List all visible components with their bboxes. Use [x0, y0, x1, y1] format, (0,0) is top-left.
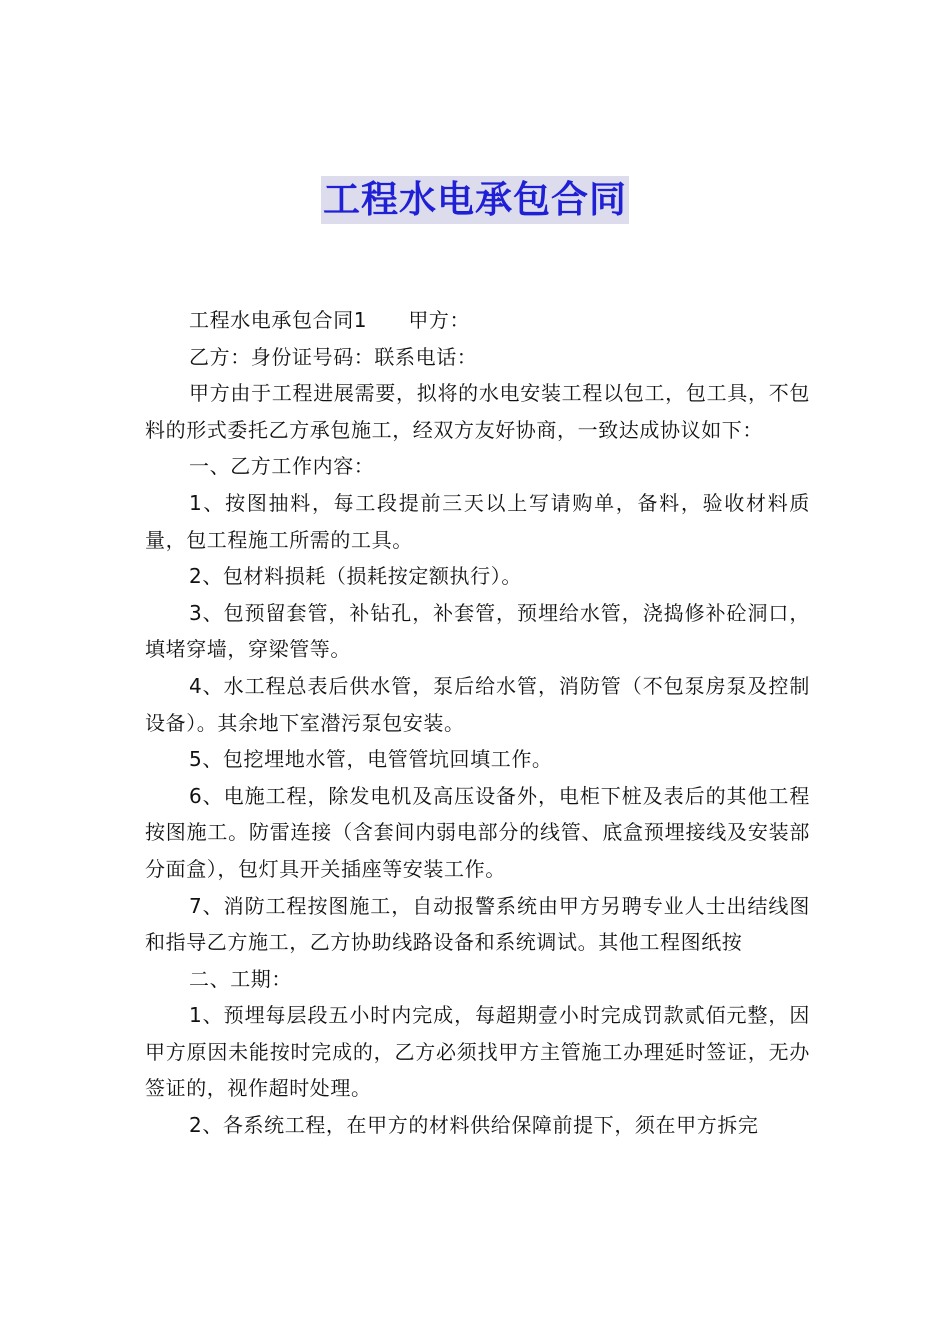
list-item-3: 3、包预留套管，补钻孔，补套管，预埋给水管，浇捣修补砼洞口，填堵穿墙，穿梁管等。 — [145, 600, 810, 662]
list-item-1: 1、按图抽料，每工段提前三天以上写请购单，备料，验收材料质量，包工程施工所需的工具。 — [145, 490, 810, 552]
list-item-6: 6、电施工程，除发电机及高压设备外，电柜下桩及表后的其他工程按图施工。防雷连接（含套间内弱电部分的线管、底盒预埋接线及安装部分面盒），包灯具开关插座等安装工作。 — [145, 783, 810, 881]
document-body — [145, 302, 810, 1144]
schedule-item-2: 2、各系统工程，在甲方的材料供给保障前提下，须在甲方拆完 — [189, 1113, 759, 1138]
list-item-2: 2、包材料损耗（损耗按定额执行）。 — [189, 564, 522, 589]
document-title: 工程水电承包合同 — [321, 176, 629, 224]
list-item-5: 5、包挖埋地水管，电管管坑回填工作。 — [189, 747, 553, 772]
paragraph-preamble: 甲方由于工程进展需要，拟将的水电安装工程以包工，包工具，不包料的形式委托乙方承包施工，经双方友好协商，一致达成协议如下： — [145, 381, 810, 442]
list-item-4: 4、水工程总表后供水管，泵后给水管，消防管（不包泵房泵及控制设备）。其余地下室潜污泵包安装。 — [145, 673, 810, 735]
section-heading-work-content: 一、乙方工作内容： — [189, 454, 375, 479]
section-heading-schedule: 二、工期： — [189, 966, 292, 991]
list-item-7: 7、消防工程按图施工，自动报警系统由甲方另聘专业人士出结线图和指导乙方施工，乙方协助线路设备和系统调试。其他工程图纸按 — [145, 893, 810, 955]
schedule-item-1: 1、预埋每层段五小时内完成，每超期壹小时完成罚款贰佰元整，因甲方原因未能按时完成的，乙方必须找甲方主管施工办理延时签证，无办签证的，视作超时处理。 — [145, 1003, 810, 1101]
paragraph-party-b: 乙方：身份证号码：联系电话： — [189, 344, 478, 369]
title-container — [0, 176, 950, 224]
paragraph-intro-parties: 工程水电承包合同1 甲方： — [189, 308, 471, 332]
